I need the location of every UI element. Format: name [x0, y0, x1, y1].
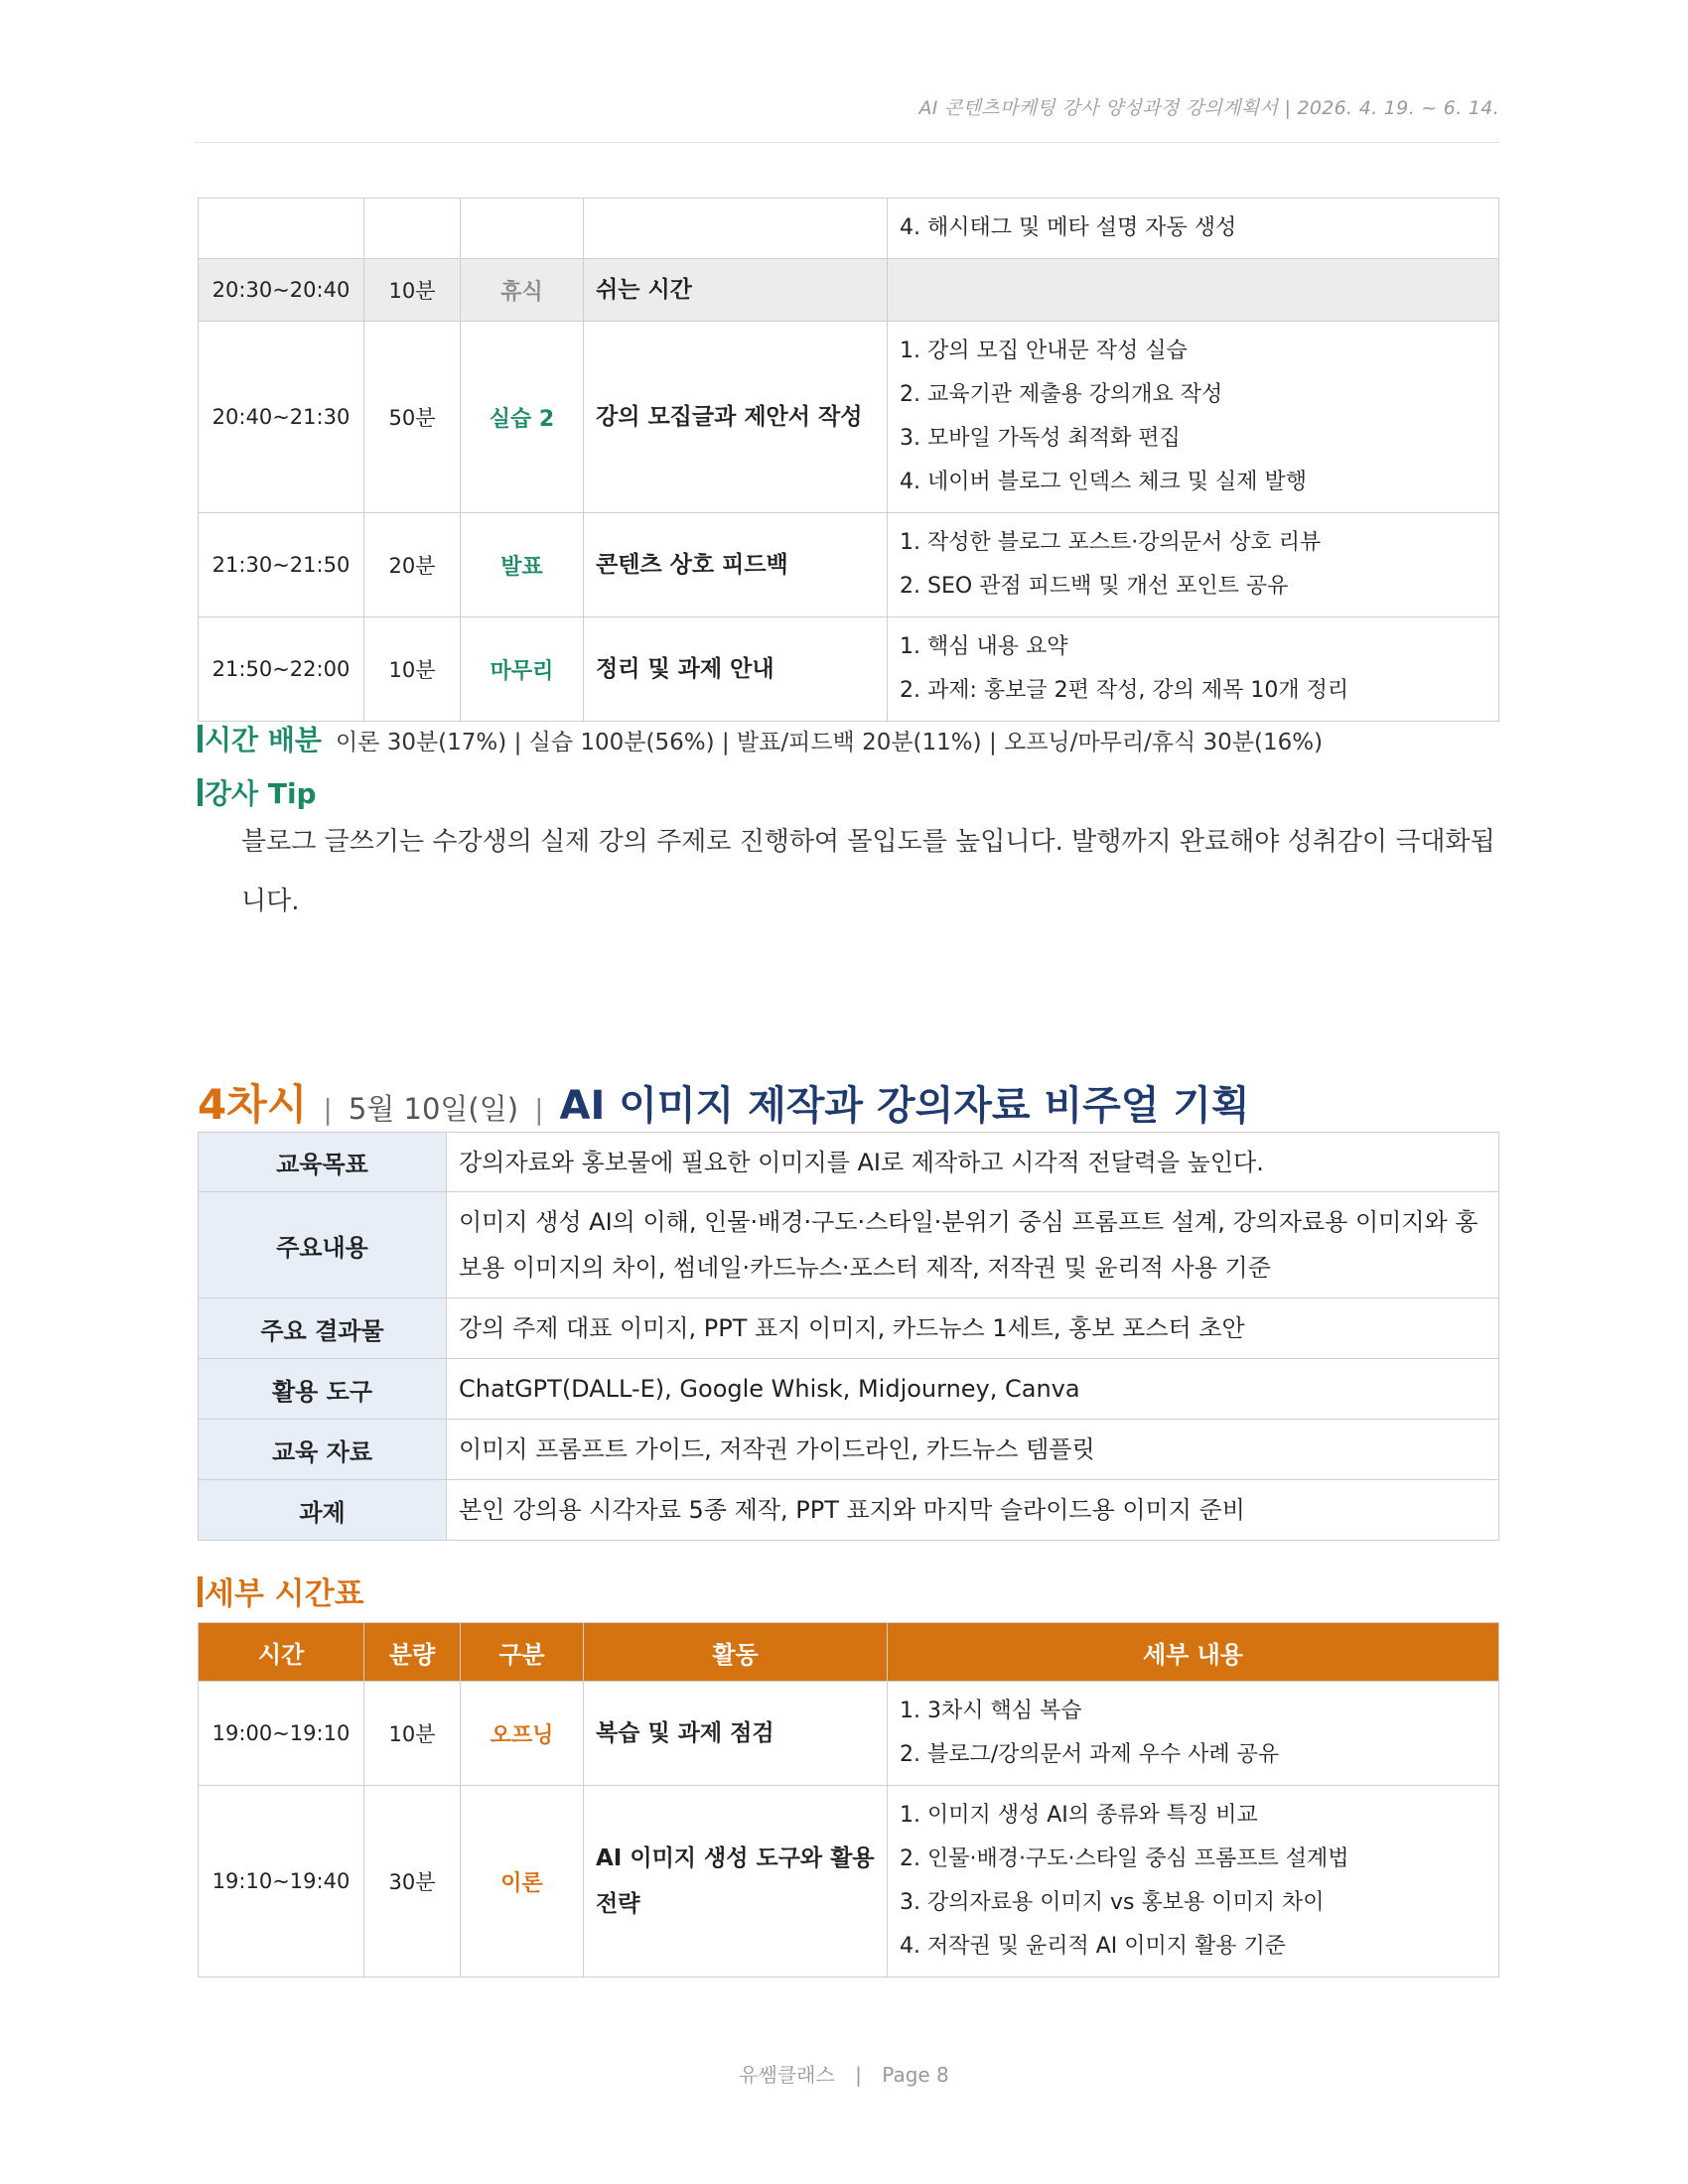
cell-activity: AI 이미지 생성 도구와 활용 전략 — [584, 1786, 888, 1978]
session-number: 4차시 — [198, 1080, 308, 1129]
table-row — [199, 259, 1499, 322]
cell-details — [888, 617, 1499, 722]
cell-type: 오프닝 — [461, 1682, 584, 1786]
info-value: 이미지 생성 AI의 이해, 인물·배경·구도·스타일·분위기 중심 프롬프트 설계, 강의자료용 이미지와 홍보용 이미지의 차이, 썸네일·카드뉴스·포스터 제작, 저작권 및 윤리적 사용 기준 — [447, 1192, 1499, 1298]
cell-duration — [364, 199, 461, 259]
detail-line: 1. 핵심 내용 요약 — [900, 634, 1068, 659]
table-header-row — [199, 1623, 1499, 1682]
detail-line: 4. 네이버 블로그 인덱스 체크 및 실제 발행 — [900, 470, 1307, 494]
table-row — [199, 322, 1499, 513]
schedule-table — [198, 1622, 1499, 1978]
session-name: AI 이미지 제작과 강의자료 비주얼 기획 — [559, 1083, 1250, 1129]
cell-details — [888, 259, 1499, 322]
info-value: 이미지 프롬프트 가이드, 저작권 가이드라인, 카드뉴스 템플릿 — [447, 1420, 1499, 1480]
cell-activity: 쉬는 시간 — [584, 259, 888, 322]
cell-activity: 강의 모집글과 제안서 작성 — [584, 322, 888, 513]
page-footer — [0, 2059, 1688, 2088]
session-date: 5월 10일(일) — [348, 1092, 519, 1126]
cell-duration: 10분 — [364, 259, 461, 322]
footer-brand: 유쌤클래스 — [739, 2063, 835, 2087]
cell-type — [461, 199, 584, 259]
table-row — [199, 513, 1499, 617]
cell-time: 21:50~22:00 — [199, 617, 364, 722]
footer-separator: | — [855, 2063, 862, 2087]
detail-line: 1. 작성한 블로그 포스트·강의문서 상호 리뷰 — [900, 530, 1322, 555]
time-allocation — [198, 719, 1323, 758]
cell-details — [888, 513, 1499, 617]
accent-bar — [198, 778, 203, 806]
detail-line: 2. 블로그/강의문서 과제 우수 사례 공유 — [900, 1742, 1280, 1767]
detail-line: 1. 이미지 생성 AI의 종류와 특징 비교 — [900, 1803, 1258, 1828]
cell-time: 20:30~20:40 — [199, 259, 364, 322]
info-row — [199, 1192, 1499, 1298]
table-row — [199, 1682, 1499, 1786]
time-allocation-label: 시간 배분 — [205, 724, 322, 756]
detail-line: 2. SEO 관점 피드백 및 개선 포인트 공유 — [900, 574, 1289, 599]
detail-line: 2. 과제: 홍보글 2편 작성, 강의 제목 10개 정리 — [900, 678, 1349, 703]
cell-type: 휴식 — [461, 259, 584, 322]
time-allocation-text: 이론 30분(17%) | 실습 100분(56%) | 발표/피드백 20분(11%) | 오프닝/마무리/휴식 30분(16%) — [335, 730, 1324, 755]
detail-line: 3. 강의자료용 이미지 vs 홍보용 이미지 차이 — [900, 1890, 1325, 1915]
cell-duration: 10분 — [364, 1682, 461, 1786]
detail-line: 3. 모바일 가독성 최적화 편집 — [900, 426, 1181, 451]
info-value: 강의자료와 홍보물에 필요한 이미지를 AI로 제작하고 시각적 전달력을 높인다. — [447, 1133, 1499, 1192]
detail-line: 4. 저작권 및 윤리적 AI 이미지 활용 기준 — [900, 1934, 1287, 1959]
info-value: 강의 주제 대표 이미지, PPT 표지 이미지, 카드뉴스 1세트, 홍보 포스터 초안 — [447, 1298, 1499, 1359]
info-label: 교육목표 — [199, 1133, 447, 1192]
cell-type: 이론 — [461, 1786, 584, 1978]
info-row — [199, 1133, 1499, 1192]
cell-duration: 20분 — [364, 513, 461, 617]
accent-bar — [198, 1576, 203, 1607]
cell-time — [199, 199, 364, 259]
page-number: Page 8 — [882, 2063, 949, 2087]
cell-activity: 정리 및 과제 안내 — [584, 617, 888, 722]
table-row — [199, 617, 1499, 722]
info-label: 과제 — [199, 1480, 447, 1541]
cell-activity — [584, 199, 888, 259]
header-divider — [195, 142, 1499, 143]
session-title — [198, 1072, 1250, 1132]
session-info-table — [198, 1132, 1499, 1541]
cell-activity: 콘텐츠 상호 피드백 — [584, 513, 888, 617]
column-header: 활동 — [584, 1623, 888, 1682]
column-header: 분량 — [364, 1623, 461, 1682]
accent-bar — [198, 725, 203, 752]
info-value: ChatGPT(DALL-E), Google Whisk, Midjourney, Canva — [447, 1359, 1499, 1420]
info-row — [199, 1480, 1499, 1541]
info-label: 주요내용 — [199, 1192, 447, 1298]
instructor-tip-heading — [198, 772, 317, 812]
schedule-label: 세부 시간표 — [205, 1576, 364, 1612]
detail-line: 1. 3차시 핵심 복습 — [900, 1699, 1082, 1723]
table-row — [199, 199, 1499, 259]
info-label: 주요 결과물 — [199, 1298, 447, 1359]
cell-type: 발표 — [461, 513, 584, 617]
info-row — [199, 1359, 1499, 1420]
cell-details — [888, 322, 1499, 513]
column-header: 세부 내용 — [888, 1623, 1499, 1682]
schedule-heading — [198, 1569, 364, 1613]
cell-details — [888, 1786, 1499, 1978]
cell-details — [888, 1682, 1499, 1786]
column-header: 시간 — [199, 1623, 364, 1682]
detail-line: 2. 교육기관 제출용 강의개요 작성 — [900, 382, 1223, 407]
cell-time: 19:00~19:10 — [199, 1682, 364, 1786]
cell-type: 실습 2 — [461, 322, 584, 513]
cell-duration: 30분 — [364, 1786, 461, 1978]
info-row — [199, 1420, 1499, 1480]
title-separator: | — [534, 1093, 544, 1126]
title-separator: | — [323, 1093, 333, 1126]
cell-type: 마무리 — [461, 617, 584, 722]
info-row — [199, 1298, 1499, 1359]
schedule-table-continued — [198, 198, 1499, 722]
column-header: 구분 — [461, 1623, 584, 1682]
info-label: 활용 도구 — [199, 1359, 447, 1420]
cell-details — [888, 199, 1499, 259]
cell-time: 20:40~21:30 — [199, 322, 364, 513]
cell-activity: 복습 및 과제 점검 — [584, 1682, 888, 1786]
tip-label: 강사 Tip — [205, 777, 317, 810]
cell-duration: 50분 — [364, 322, 461, 513]
info-value: 본인 강의용 시각자료 5종 제작, PPT 표지와 마지막 슬라이드용 이미지 준비 — [447, 1480, 1499, 1541]
table-row — [199, 1786, 1499, 1978]
detail-line: 4. 해시태그 및 메타 설명 자동 생성 — [900, 215, 1237, 240]
page-header: AI 콘텐츠마케팅 강사 양성과정 강의계획서 | 2026. 4. 19. ~ 6. 14. — [918, 97, 1499, 119]
instructor-tip-text: 블로그 글쓰기는 수강생의 실제 강의 주제로 진행하여 몰입도를 높입니다. 발행까지 완료해야 성취감이 극대화됩니다. — [241, 827, 1495, 916]
detail-line: 1. 강의 모집 안내문 작성 실습 — [900, 339, 1188, 363]
cell-time: 21:30~21:50 — [199, 513, 364, 617]
info-label: 교육 자료 — [199, 1420, 447, 1480]
cell-duration: 10분 — [364, 617, 461, 722]
detail-line: 2. 인물·배경·구도·스타일 중심 프롬프트 설계법 — [900, 1846, 1349, 1871]
cell-time: 19:10~19:40 — [199, 1786, 364, 1978]
